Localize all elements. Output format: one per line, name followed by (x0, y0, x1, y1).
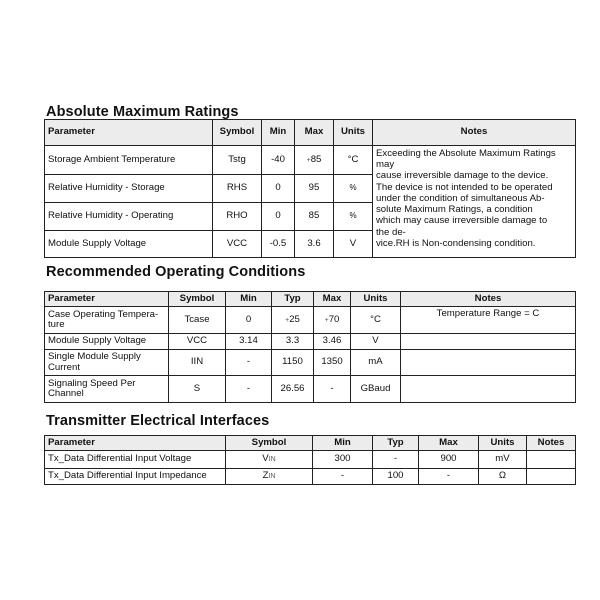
tei-min: - (313, 469, 373, 485)
roc-typ (272, 350, 314, 376)
roc-header-row (45, 292, 576, 307)
amr-symbol: Tstg (213, 146, 262, 175)
amr-header-parameter: Parameter (45, 120, 213, 146)
roc-max-value: 70 (328, 313, 340, 325)
roc-units: V (351, 334, 401, 350)
amr-max-value: 3.6 (307, 237, 321, 249)
roc-header-symbol: Symbol (169, 292, 226, 307)
tei-parameter: Tx_Data Differential Input Impedance (45, 469, 226, 485)
roc-typ (272, 334, 314, 350)
amr-header-max: Max (295, 120, 334, 146)
amr-header-row (45, 120, 576, 146)
roc-max (314, 376, 351, 403)
tei-notes (527, 451, 576, 469)
amr-parameter: Storage Ambient Temperature (45, 146, 213, 175)
tei-typ: - (373, 451, 419, 469)
roc-units: GBaud (351, 376, 401, 403)
tei-title: Transmitter Electrical Interfaces (46, 413, 270, 429)
amr-parameter: Relative Humidity - Storage (45, 175, 213, 203)
amr-min: 0 (262, 175, 295, 203)
roc-max (314, 334, 351, 350)
roc-title: Recommended Operating Conditions (46, 264, 306, 280)
roc-notes: Temperature Range = C (401, 307, 576, 334)
amr-notes-line: the de- (376, 226, 406, 238)
amr-units: °C (334, 146, 373, 175)
tei-header-row (45, 436, 576, 451)
amr-symbol: RHS (213, 175, 262, 203)
amr-max-value: 85 (308, 210, 320, 222)
amr-header-min: Min (262, 120, 295, 146)
amr-notes-line: Exceeding the Absolute Maximum Ratings (376, 148, 556, 159)
amr-units: V (334, 231, 373, 258)
amr-notes-line: cause irreversible damage to the device. (376, 170, 549, 182)
roc-parameter-line1: Signaling Speed Per (48, 377, 136, 389)
table-row (45, 334, 576, 350)
roc-header-parameter: Parameter (45, 292, 169, 307)
roc-symbol: IIN (169, 350, 226, 376)
amr-units: % (334, 203, 373, 231)
roc-notes (401, 334, 576, 350)
roc-units: °C (351, 307, 401, 334)
roc-units: mA (351, 350, 401, 376)
amr-header-symbol: Symbol (213, 120, 262, 146)
roc-parameter (45, 350, 169, 376)
tei-symbol (226, 469, 313, 485)
tei-min: 300 (313, 451, 373, 469)
tei-notes (527, 469, 576, 485)
amr-max (295, 175, 334, 203)
table-row (45, 146, 576, 175)
roc-min: 3.14 (226, 334, 272, 350)
tei-units: mV (479, 451, 527, 469)
roc-max (314, 350, 351, 376)
roc-parameter-line2: ture (48, 319, 65, 330)
tei-symbol-sub: IN (268, 456, 276, 464)
amr-units: % (334, 175, 373, 203)
tei-header-min: Min (313, 436, 373, 451)
amr-min: 0 (262, 203, 295, 231)
roc-min: - (226, 350, 272, 376)
amr-parameter: Relative Humidity - Operating (45, 203, 213, 231)
roc-header-notes: Notes (401, 292, 576, 307)
tei-units: Ω (479, 469, 527, 485)
roc-min: - (226, 376, 272, 403)
roc-typ-value: 25 (289, 313, 300, 325)
roc-header-max: Max (314, 292, 351, 307)
roc-notes (401, 376, 576, 403)
amr-max (295, 146, 334, 175)
table-row (45, 307, 576, 334)
roc-max (314, 307, 351, 334)
roc-parameter-line2: Channel (48, 388, 84, 399)
amr-max-prefix: + (306, 156, 311, 164)
table-row (45, 350, 576, 376)
tei-symbol-main: Z (262, 470, 269, 482)
roc-min: 0 (226, 307, 272, 334)
amr-parameter: Module Supply Voltage (45, 231, 213, 258)
roc-parameter (45, 334, 169, 350)
tei-header-symbol: Symbol (226, 436, 313, 451)
roc-max-prefix: + (324, 316, 329, 324)
amr-notes-line: The device is not intended to be operated (376, 181, 553, 193)
amr-min: -40 (262, 146, 295, 175)
roc-parameter-line1: Module Supply Voltage (48, 335, 147, 347)
roc-header-typ: Typ (272, 292, 314, 307)
amr-notes-line: solute Maximum Ratings, a condition (376, 204, 533, 216)
amr-table (44, 119, 576, 258)
amr-notes-line: may (376, 159, 395, 171)
amr-max (295, 231, 334, 258)
tei-symbol-sub: IN (268, 473, 276, 481)
roc-typ-value: 3.3 (285, 335, 300, 347)
tei-header-parameter: Parameter (45, 436, 226, 451)
tei-table (44, 435, 576, 485)
amr-header-notes: Notes (373, 120, 576, 146)
roc-parameter-line1: Case Operating Tempera- (48, 308, 159, 320)
amr-header-units: Units (334, 120, 373, 146)
roc-parameter-line1: Single Module Supply (48, 351, 141, 363)
amr-max-value: 95 (308, 182, 320, 194)
roc-symbol: VCC (169, 334, 226, 350)
roc-max-value: 1350 (321, 356, 343, 368)
roc-parameter-line2: Current (48, 361, 80, 373)
roc-typ-prefix: + (285, 316, 290, 324)
tei-header-notes: Notes (527, 436, 576, 451)
table-row (45, 376, 576, 403)
roc-header-min: Min (226, 292, 272, 307)
amr-symbol: RHO (213, 203, 262, 231)
tei-max: - (419, 469, 479, 485)
tei-header-typ: Typ (373, 436, 419, 451)
table-row (45, 469, 576, 485)
tei-symbol (226, 451, 313, 469)
roc-table (44, 291, 576, 403)
amr-title: Absolute Maximum Ratings (46, 104, 239, 120)
roc-typ (272, 376, 314, 403)
amr-notes-line: under the condition of simultaneous Ab- (376, 192, 545, 204)
amr-max-value: 85 (310, 153, 322, 165)
tei-header-max: Max (419, 436, 479, 451)
amr-notes-line: which may cause irreversible damage to (376, 215, 548, 227)
roc-parameter (45, 376, 169, 403)
roc-parameter (45, 307, 169, 334)
tei-symbol-main: V (262, 453, 269, 465)
roc-header-units: Units (351, 292, 401, 307)
tei-typ: 100 (373, 469, 419, 485)
roc-symbol: Tcase (169, 307, 226, 334)
roc-max-value: 3.46 (322, 335, 342, 347)
roc-symbol: S (169, 376, 226, 403)
amr-symbol: VCC (213, 231, 262, 258)
tei-max: 900 (419, 451, 479, 469)
roc-typ-value: 26.56 (280, 382, 305, 394)
roc-typ-value: 1150 (282, 356, 303, 368)
amr-min: -0.5 (262, 231, 295, 258)
table-row (45, 451, 576, 469)
roc-typ (272, 307, 314, 334)
tei-parameter: Tx_Data Differential Input Voltage (45, 451, 226, 469)
roc-max-value: - (330, 382, 334, 394)
roc-notes (401, 350, 576, 376)
amr-max (295, 203, 334, 231)
amr-notes-line: vice.RH is Non-condensing condition. (376, 237, 536, 249)
tei-header-units: Units (479, 436, 527, 451)
amr-notes (373, 146, 576, 258)
